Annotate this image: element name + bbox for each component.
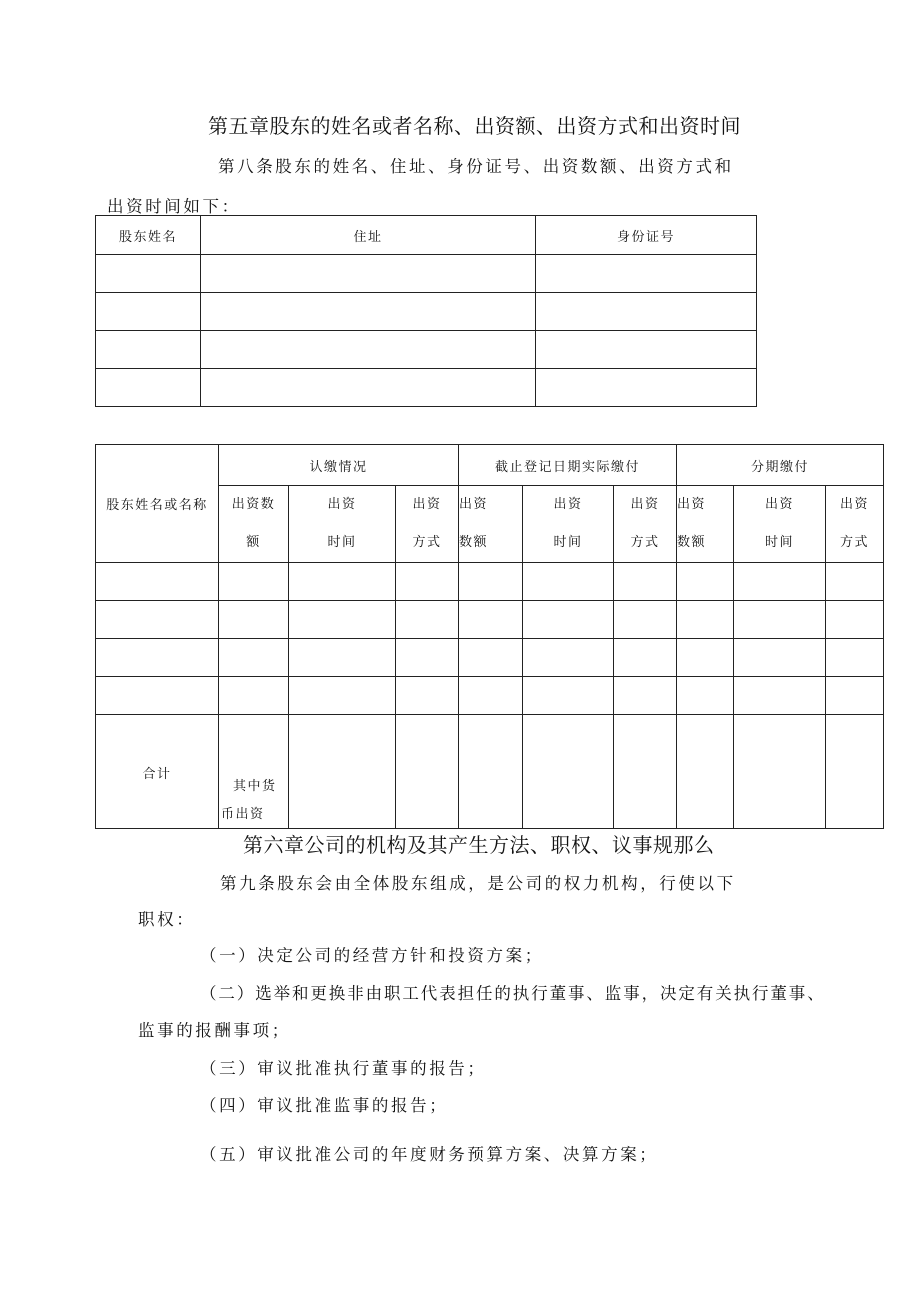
power-item-2: （二）选举和更换非由职工代表担任的执行董事、监事，决定有关执行董事、 xyxy=(200,984,826,1003)
table-cell xyxy=(201,293,536,331)
g3-time-l1: 出资 xyxy=(764,497,794,512)
table-cell xyxy=(614,715,677,829)
table-cell xyxy=(459,601,523,639)
table-cell xyxy=(734,677,826,715)
table-cell xyxy=(96,255,201,293)
g1-method-l2: 方式 xyxy=(412,535,442,550)
table-cell xyxy=(734,601,826,639)
g1-amount-header xyxy=(219,486,289,563)
g3-time-header xyxy=(734,486,826,563)
table-cell xyxy=(289,639,396,677)
table-cell xyxy=(396,563,459,601)
article9-line2: 职权： xyxy=(138,910,196,929)
table-cell xyxy=(677,677,734,715)
table-cell xyxy=(677,639,734,677)
table-cell xyxy=(219,677,289,715)
table2-group-subscribed: 认缴情况 xyxy=(219,445,459,486)
g2-amount-header xyxy=(459,486,523,563)
table-cell xyxy=(201,255,536,293)
g1-amount-l2: 额 xyxy=(246,535,261,550)
g1-time-l1: 出资 xyxy=(327,497,357,512)
g2-amount-l1: 出资 xyxy=(459,497,489,512)
table-cell xyxy=(289,563,396,601)
table-cell xyxy=(96,601,219,639)
table-cell xyxy=(614,639,677,677)
g2-method-l1: 出资 xyxy=(630,497,660,512)
table-cell xyxy=(201,369,536,407)
table-cell xyxy=(96,677,219,715)
table1-header-address: 住址 xyxy=(201,216,536,255)
table1-header-name: 股东姓名 xyxy=(96,216,201,255)
table-cell xyxy=(219,563,289,601)
g1-amount-l1: 出资数 xyxy=(231,497,276,512)
table-row xyxy=(96,677,884,715)
power-item-1: （一）决定公司的经营方针和投资方案； xyxy=(200,946,544,965)
table-cell xyxy=(614,601,677,639)
table-cell xyxy=(96,639,219,677)
table-cell xyxy=(96,331,201,369)
g2-method-header xyxy=(614,486,677,563)
table-cell xyxy=(459,639,523,677)
chapter5-title: 第五章股东的姓名或者名称、出资额、出资方式和出资时间 xyxy=(208,114,741,138)
table-cell xyxy=(536,255,757,293)
table-cell xyxy=(96,293,201,331)
total-label: 合计 xyxy=(96,715,219,829)
table-cell xyxy=(396,639,459,677)
g2-method-l2: 方式 xyxy=(630,535,660,550)
table-cell xyxy=(219,601,289,639)
total-note-l2: 币出资 xyxy=(221,807,265,822)
table-cell xyxy=(734,715,826,829)
table-cell xyxy=(614,677,677,715)
capital-contribution-table xyxy=(95,444,884,829)
table-cell xyxy=(289,601,396,639)
table-row xyxy=(96,601,884,639)
table-cell xyxy=(396,677,459,715)
table-row xyxy=(96,563,884,601)
power-item-3: （三）审议批准执行董事的报告； xyxy=(200,1059,487,1078)
table-cell xyxy=(536,331,757,369)
g3-amount-header xyxy=(677,486,734,563)
g2-time-l2: 时间 xyxy=(553,535,583,550)
table-row xyxy=(96,331,757,369)
table-cell xyxy=(536,369,757,407)
table-cell xyxy=(614,563,677,601)
g3-amount-l2: 数额 xyxy=(677,535,707,550)
table-cell xyxy=(201,331,536,369)
table-row xyxy=(96,639,884,677)
table-cell xyxy=(219,639,289,677)
article8-line2: 出资时间如下： xyxy=(107,197,241,216)
table2-row-header: 股东姓名或名称 xyxy=(96,445,219,563)
table-cell xyxy=(826,639,884,677)
g2-amount-l2: 数额 xyxy=(459,535,489,550)
table-cell xyxy=(523,677,614,715)
table-cell xyxy=(289,677,396,715)
table-cell xyxy=(826,601,884,639)
article8-line1: 第八条股东的姓名、住址、身份证号、出资数额、出资方式和 xyxy=(218,157,734,176)
total-note-l1: 其中货 xyxy=(233,779,277,794)
table-cell xyxy=(734,639,826,677)
table2-group-installment: 分期缴付 xyxy=(677,445,884,486)
table-cell xyxy=(677,563,734,601)
table-cell xyxy=(523,601,614,639)
table-row xyxy=(96,255,757,293)
table-cell xyxy=(96,369,201,407)
g2-time-l1: 出资 xyxy=(553,497,583,512)
table-cell xyxy=(459,563,523,601)
table-cell xyxy=(677,601,734,639)
table-cell xyxy=(826,677,884,715)
article9-line1: 第九条股东会由全体股东组成，是公司的权力机构，行使以下 xyxy=(220,874,736,893)
table-cell xyxy=(396,715,459,829)
chapter6-title: 第六章公司的机构及其产生方法、职权、议事规那么 xyxy=(243,833,715,857)
g3-method-l1: 出资 xyxy=(839,497,869,512)
table-cell xyxy=(536,293,757,331)
table-row xyxy=(96,369,757,407)
total-note-cell xyxy=(219,715,289,829)
power-item-4: （四）审议批准监事的报告； xyxy=(200,1096,449,1115)
g3-method-header xyxy=(826,486,884,563)
power-item-5: （五）审议批准公司的年度财务预算方案、决算方案； xyxy=(200,1145,659,1164)
g1-time-header xyxy=(289,486,396,563)
g3-method-l2: 方式 xyxy=(839,535,869,550)
table-cell xyxy=(459,715,523,829)
table-cell xyxy=(826,715,884,829)
g1-method-header xyxy=(396,486,459,563)
table-cell xyxy=(459,677,523,715)
g3-time-l2: 时间 xyxy=(764,535,794,550)
table-cell xyxy=(289,715,396,829)
table-cell xyxy=(96,563,219,601)
g1-method-l1: 出资 xyxy=(412,497,442,512)
table-total-row xyxy=(96,715,884,829)
table1-header-id: 身份证号 xyxy=(536,216,757,255)
table-cell xyxy=(677,715,734,829)
table-cell xyxy=(523,563,614,601)
table-cell xyxy=(523,639,614,677)
table-cell xyxy=(826,563,884,601)
g3-amount-l1: 出资 xyxy=(677,497,707,512)
table2-group-paid: 截止登记日期实际缴付 xyxy=(459,445,677,486)
table-row xyxy=(96,293,757,331)
table-cell xyxy=(734,563,826,601)
g2-time-header xyxy=(523,486,614,563)
power-item-2-cont: 监事的报酬事项； xyxy=(138,1021,291,1040)
table-cell xyxy=(523,715,614,829)
table-cell xyxy=(396,601,459,639)
g1-time-l2: 时间 xyxy=(327,535,357,550)
shareholder-address-table xyxy=(95,215,757,407)
